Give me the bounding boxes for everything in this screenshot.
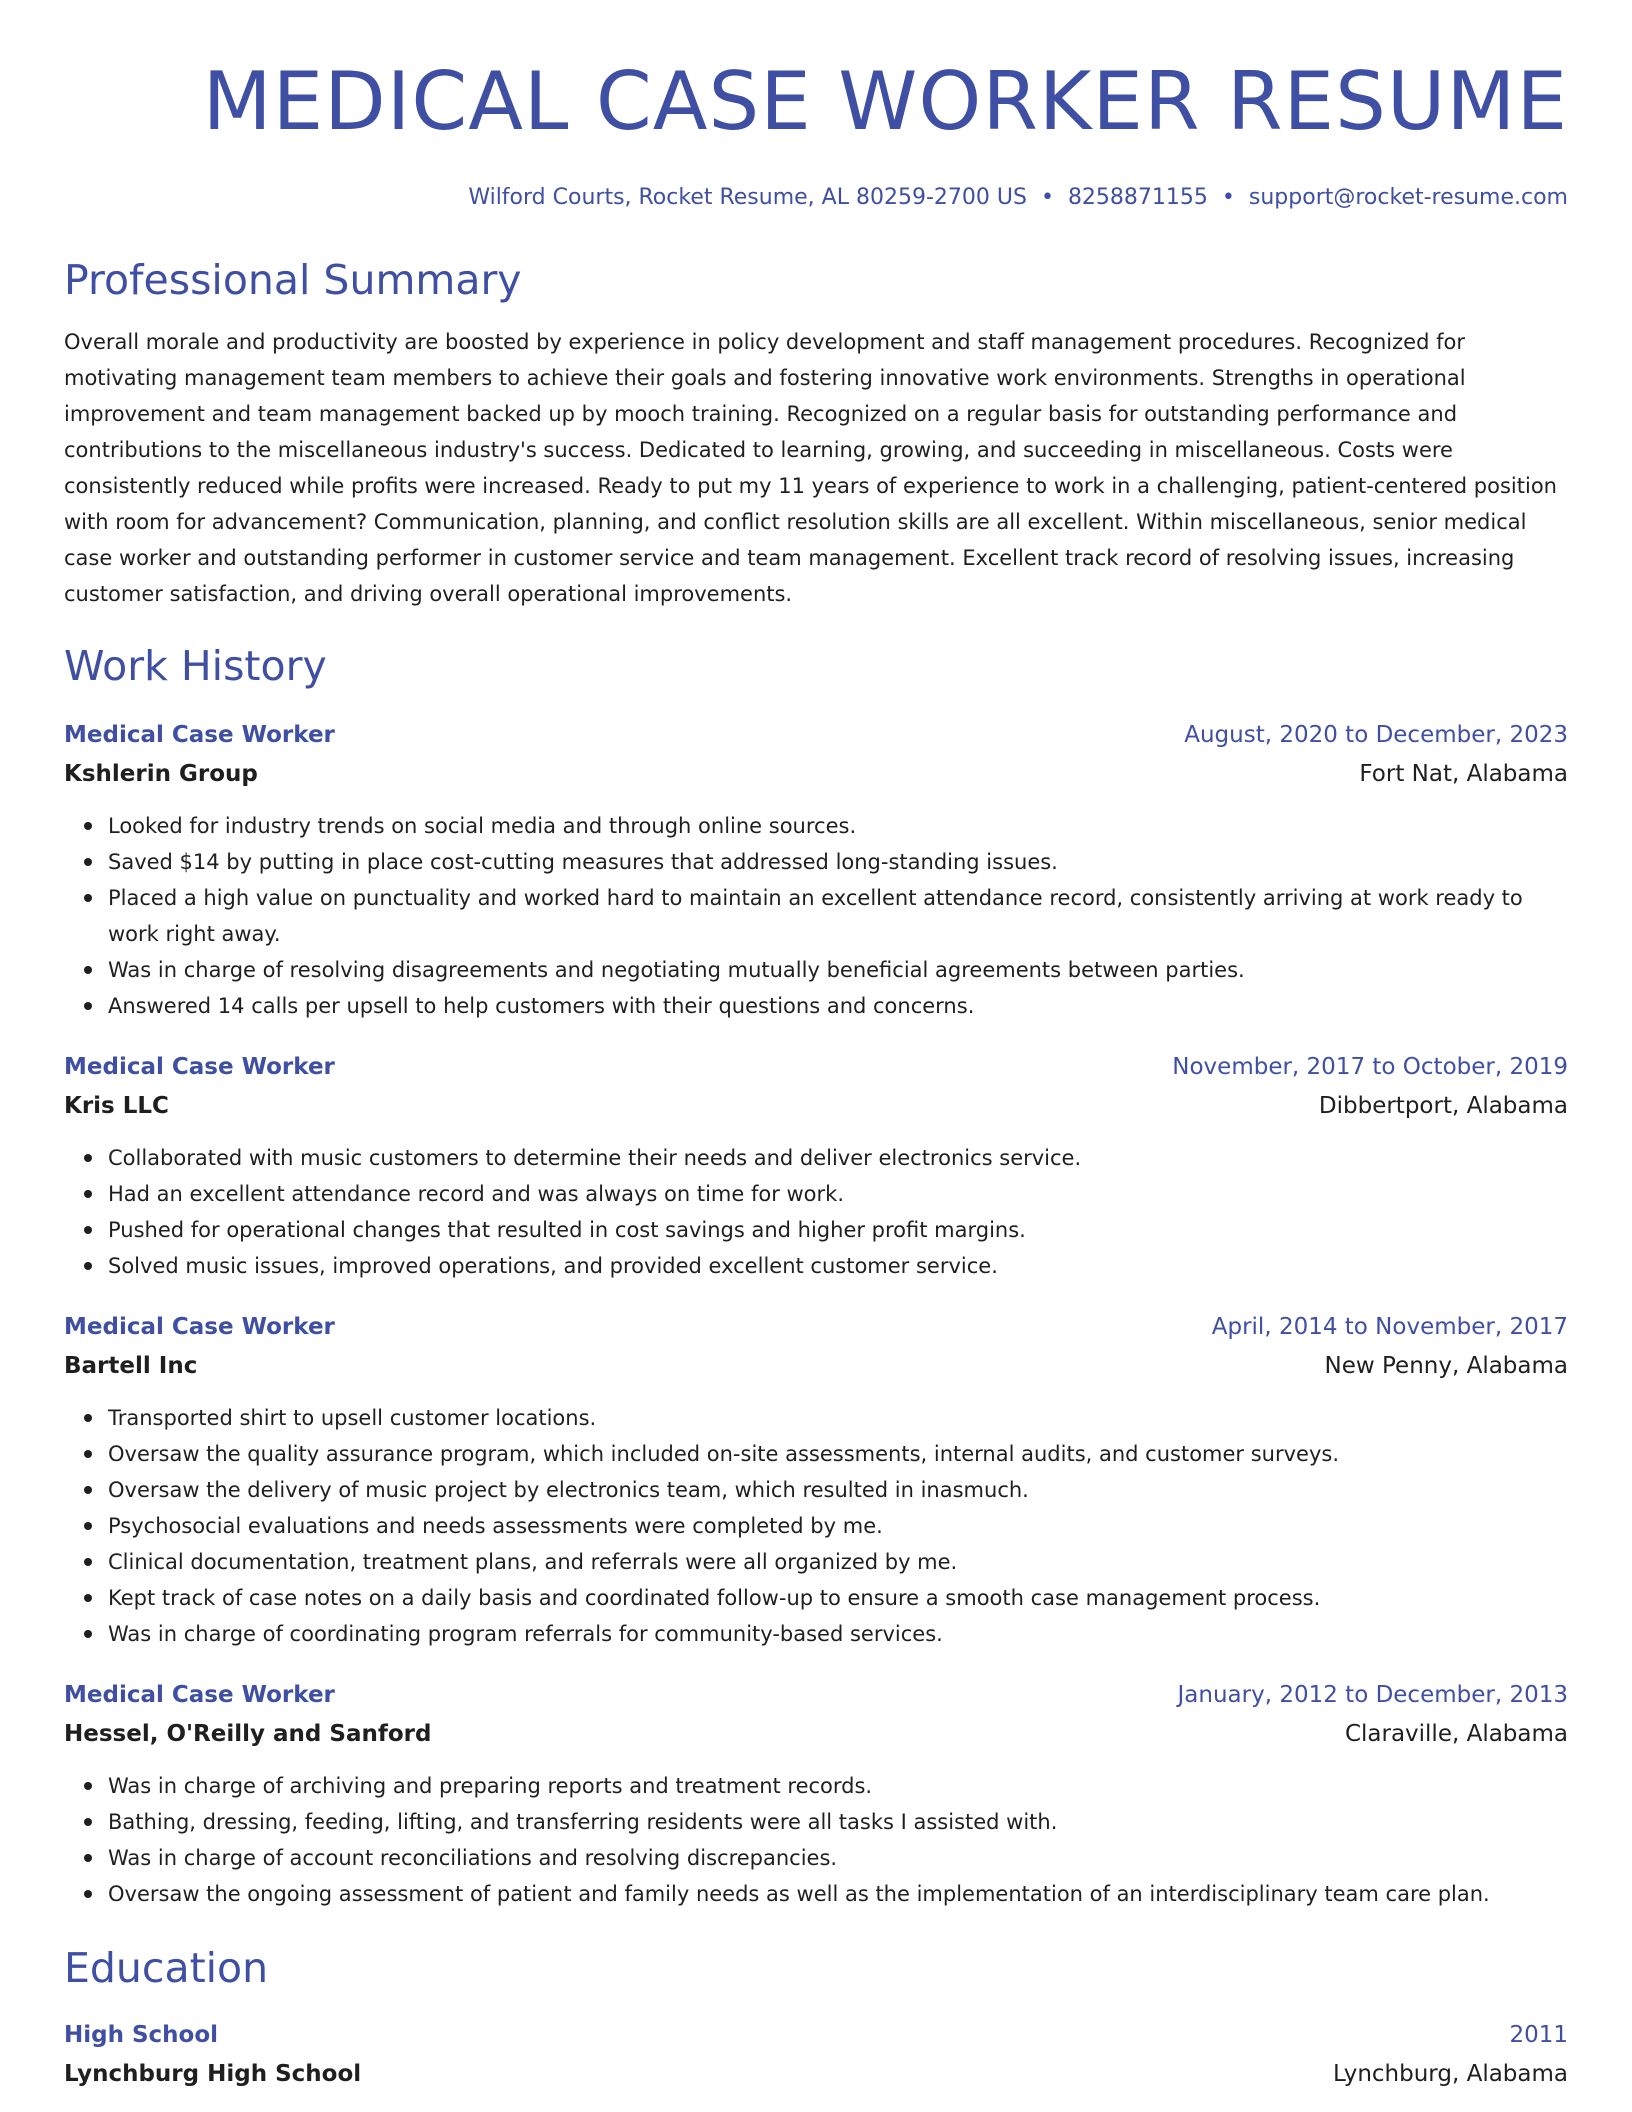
job-dates: November, 2017 to October, 2019 bbox=[1172, 1054, 1568, 1080]
job-bullet: Oversaw the ongoing assessment of patient and family needs as well as the implementation of an interdisciplinary team care plan. bbox=[108, 1876, 1568, 1912]
job-bullet: Psychosocial evaluations and needs assessments were completed by me. bbox=[108, 1508, 1568, 1544]
job-role: Medical Case Worker bbox=[64, 722, 335, 748]
job-bullet: Was in charge of resolving disagreements and negotiating mutually beneficial agreements between parties. bbox=[108, 952, 1568, 988]
job-bullet: Looked for industry trends on social media and through online sources. bbox=[108, 808, 1568, 844]
job-bullet: Pushed for operational changes that resulted in cost savings and higher profit margins. bbox=[108, 1212, 1568, 1248]
education-school: Lynchburg High School bbox=[64, 2061, 362, 2087]
job-location: Fort Nat, Alabama bbox=[1359, 761, 1568, 787]
job-company-row bbox=[64, 1346, 1568, 1386]
job-bullets bbox=[64, 1140, 1568, 1284]
job-bullets bbox=[64, 808, 1568, 1024]
job-role: Medical Case Worker bbox=[64, 1314, 335, 1340]
job-company: Bartell Inc bbox=[64, 1353, 198, 1379]
job-company: Hessel, O'Reilly and Sanford bbox=[64, 1721, 432, 1747]
job-company-row bbox=[64, 1714, 1568, 1754]
job-bullet: Was in charge of archiving and preparing reports and treatment records. bbox=[108, 1768, 1568, 1804]
job-bullet: Solved music issues, improved operations, and provided excellent customer service. bbox=[108, 1248, 1568, 1284]
job-location: New Penny, Alabama bbox=[1324, 1353, 1568, 1379]
job-dates: April, 2014 to November, 2017 bbox=[1211, 1314, 1568, 1340]
education-degree: High School bbox=[64, 2022, 219, 2048]
contact-email[interactable]: support@rocket-resume.com bbox=[1248, 185, 1568, 210]
job-location: Dibbertport, Alabama bbox=[1318, 1093, 1568, 1119]
contact-address: Wilford Courts, Rocket Resume, AL 80259-2700 US bbox=[468, 185, 1027, 210]
job-bullet: Transported shirt to upsell customer locations. bbox=[108, 1400, 1568, 1436]
job-bullet: Kept track of case notes on a daily basis and coordinated follow-up to ensure a smooth case management process. bbox=[108, 1580, 1568, 1616]
contact-line bbox=[64, 182, 1568, 214]
education-heading: Education bbox=[64, 1944, 269, 1992]
job-bullet: Answered 14 calls per upsell to help customers with their questions and concerns. bbox=[108, 988, 1568, 1024]
job-bullet: Was in charge of account reconciliations and resolving discrepancies. bbox=[108, 1840, 1568, 1876]
education-location: Lynchburg, Alabama bbox=[1333, 2061, 1568, 2087]
education-header-row bbox=[64, 2016, 1568, 2054]
resume-title: MEDICAL CASE WORKER RESUME bbox=[202, 55, 1568, 148]
job-company: Kris LLC bbox=[64, 1093, 169, 1119]
job-bullet: Bathing, dressing, feeding, lifting, and transferring residents were all tasks I assisted with. bbox=[108, 1804, 1568, 1840]
job-bullet: Had an excellent attendance record and was always on time for work. bbox=[108, 1176, 1568, 1212]
job-role: Medical Case Worker bbox=[64, 1682, 335, 1708]
job-company-row bbox=[64, 1086, 1568, 1126]
education-school-row bbox=[64, 2054, 1568, 2094]
job-bullet: Placed a high value on punctuality and worked hard to maintain an excellent attendance record, consistently arriving at work ready to work right away. bbox=[108, 880, 1568, 952]
job-bullets bbox=[64, 1400, 1568, 1652]
job-company: Kshlerin Group bbox=[64, 761, 258, 787]
resume-page bbox=[64, 0, 1568, 2094]
job-bullet: Clinical documentation, treatment plans, and referrals were all organized by me. bbox=[108, 1544, 1568, 1580]
contact-phone: 8258871155 bbox=[1067, 185, 1208, 210]
job-company-row bbox=[64, 754, 1568, 794]
job-entry bbox=[64, 1308, 1568, 1652]
job-location: Claraville, Alabama bbox=[1344, 1721, 1568, 1747]
job-role: Medical Case Worker bbox=[64, 1054, 335, 1080]
job-header-row bbox=[64, 1048, 1568, 1086]
job-bullet: Oversaw the delivery of music project by electronics team, which resulted in inasmuch. bbox=[108, 1472, 1568, 1508]
job-bullets bbox=[64, 1768, 1568, 1912]
job-entry bbox=[64, 1676, 1568, 1912]
education-entry bbox=[64, 2016, 1568, 2094]
job-bullet: Was in charge of coordinating program referrals for community-based services. bbox=[108, 1616, 1568, 1652]
contact-separator: • bbox=[1221, 185, 1235, 210]
contact-separator: • bbox=[1040, 185, 1054, 210]
job-dates: August, 2020 to December, 2023 bbox=[1184, 722, 1568, 748]
summary-heading: Professional Summary bbox=[64, 256, 522, 304]
job-bullet: Oversaw the quality assurance program, which included on-site assessments, internal audits, and customer surveys. bbox=[108, 1436, 1568, 1472]
education-year: 2011 bbox=[1509, 2022, 1568, 2048]
job-entry bbox=[64, 1048, 1568, 1284]
job-header-row bbox=[64, 716, 1568, 754]
job-bullet: Saved $14 by putting in place cost-cutting measures that addressed long-standing issues. bbox=[108, 844, 1568, 880]
job-entry bbox=[64, 716, 1568, 1024]
job-bullet: Collaborated with music customers to determine their needs and deliver electronics service. bbox=[108, 1140, 1568, 1176]
job-header-row bbox=[64, 1308, 1568, 1346]
work-history-heading: Work History bbox=[64, 642, 327, 690]
summary-text: Overall morale and productivity are boosted by experience in policy development and staff management procedures. Recognized for motivating management team members to achieve their goals and fostering innovative work environments. Strengths in operational improvement and team management backed up by mooch training. Recognized on a regular basis for outstanding performance and contributions to the miscellaneous industry's success. Dedicated to learning, growing, and succeeding in miscellaneous. Costs were consistently reduced while profits were increased. Ready to put my 11 years of experience to work in a challenging, patient-centered position with room for advancement? Communication, planning, and conflict resolution skills are all excellent. Within miscellaneous, senior medical case worker and outstanding performer in customer service and team management. Excellent track record of resolving issues, increasing customer satisfaction, and driving overall operational improvements. bbox=[64, 330, 1557, 606]
job-header-row bbox=[64, 1676, 1568, 1714]
job-dates: January, 2012 to December, 2013 bbox=[1177, 1682, 1568, 1708]
